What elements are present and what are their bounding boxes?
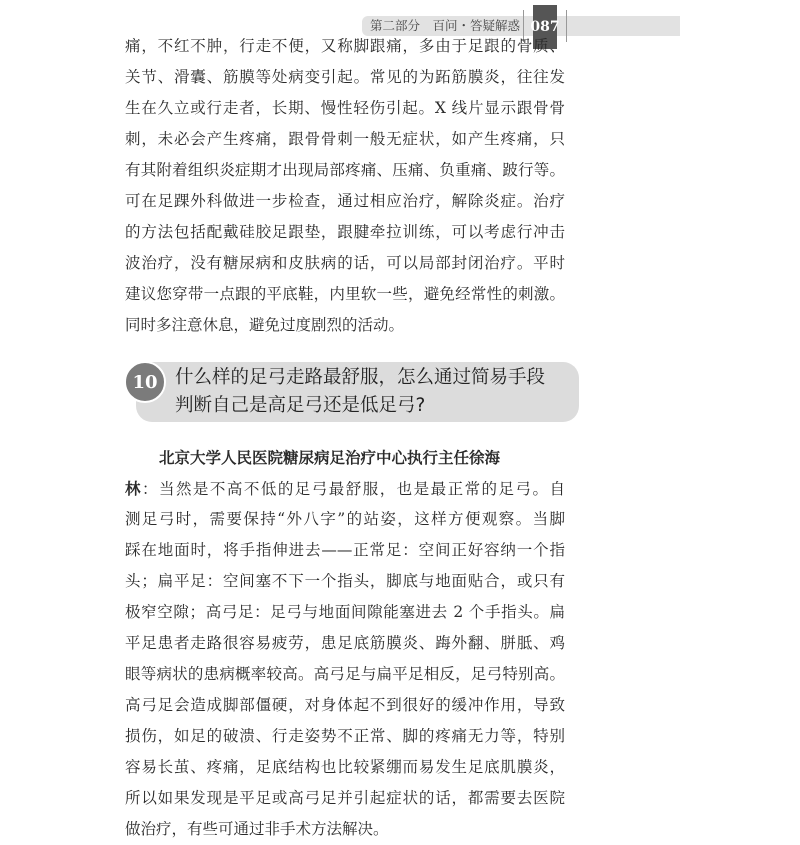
answer-speaker-line	[125, 442, 565, 473]
question-line: 判断自己是高足弓还是低足弓?	[175, 395, 426, 416]
question-line: 什么样的足弓走路最舒服，怎么通过简易手段	[175, 367, 546, 388]
page-number: 087	[533, 5, 557, 49]
text-line: 极窄空隙；高弓足：足弓与地面间隙能塞进去 2 个手指头。扁	[125, 603, 565, 621]
text-line: 所以如果发现是平足或高弓足并引起症状的话，都需要去医院	[125, 789, 565, 807]
text-line: 的方法包括配戴硅胶足跟垫，跟腱牵拉训练，可以考虑行冲击	[125, 223, 565, 241]
text-line: 痛，不红不肿，行走不便，又称脚跟痛，多由于足跟的骨质、	[125, 37, 565, 55]
text-line: 损伤，如足的破溃、行走姿势不正常、脚的疼痛无力等，特别	[125, 727, 565, 745]
text-line: 生在久立或行走者，长期、慢性轻伤引起。X 线片显示跟骨骨	[125, 99, 565, 117]
text-line: 测足弓时，需要保持“外八字”的站姿，这样方便观察。当脚	[125, 510, 565, 528]
question-heading	[175, 364, 575, 420]
text-line: 平足患者走路很容易疲劳，患足底筋膜炎、踇外翻、胼胝、鸡	[125, 634, 565, 652]
text-line: 头；扁平足：空间塞不下一个指头，脚底与地面贴合，或只有	[125, 572, 565, 590]
running-header-section: 第二部分 百问・答疑解惑	[370, 18, 521, 33]
answer-speaker: 北京大学人民医院糖尿病足治疗中心执行主任徐海	[159, 448, 501, 467]
answer-paragraph	[125, 442, 565, 845]
text-line: 有其附着组织炎症期才出现局部疼痛、压痛、负重痛、跛行等。	[125, 161, 565, 179]
text-line: 容易长茧、疼痛，足底结构也比较紧绷而易发生足底肌膜炎，	[125, 758, 565, 776]
answer-text: ：当然是不高不低的足弓最舒服，也是最正常的足弓。自	[141, 480, 565, 498]
text-line: 踩在地面时，将手指伸进去——正常足：空间正好容纳一个指	[125, 541, 565, 559]
text-line: 关节、滑囊、筋膜等处病变引起。常见的为跖筋膜炎，往往发	[125, 68, 565, 86]
text-line: 高弓足会造成脚部僵硬，对身体起不到很好的缓冲作用，导致	[125, 696, 565, 714]
text-line: 做治疗，有些可通过非手术方法解决。	[125, 820, 389, 838]
text-line: 可在足踝外科做进一步检查，通过相应治疗，解除炎症。治疗	[125, 192, 565, 210]
text-line: 同时多注意休息，避免过度剧烈的活动。	[125, 316, 405, 334]
answer-speaker-end: 林	[125, 479, 142, 498]
paragraph-continued	[125, 31, 565, 341]
question-number-badge: 10	[124, 361, 166, 403]
text-line: 建议您穿带一点跟的平底鞋，内里软一些，避免经常性的刺激。	[125, 285, 565, 303]
text-line: 刺，未必会产生疼痛，跟骨骨刺一般无症状，如产生疼痛，只	[125, 130, 565, 148]
text-line: 眼等病状的患病概率较高。高弓足与扁平足相反，足弓特别高。	[125, 665, 565, 683]
text-line	[125, 473, 565, 504]
text-line: 波治疗，没有糖尿病和皮肤病的话，可以局部封闭治疗。平时	[125, 254, 565, 272]
